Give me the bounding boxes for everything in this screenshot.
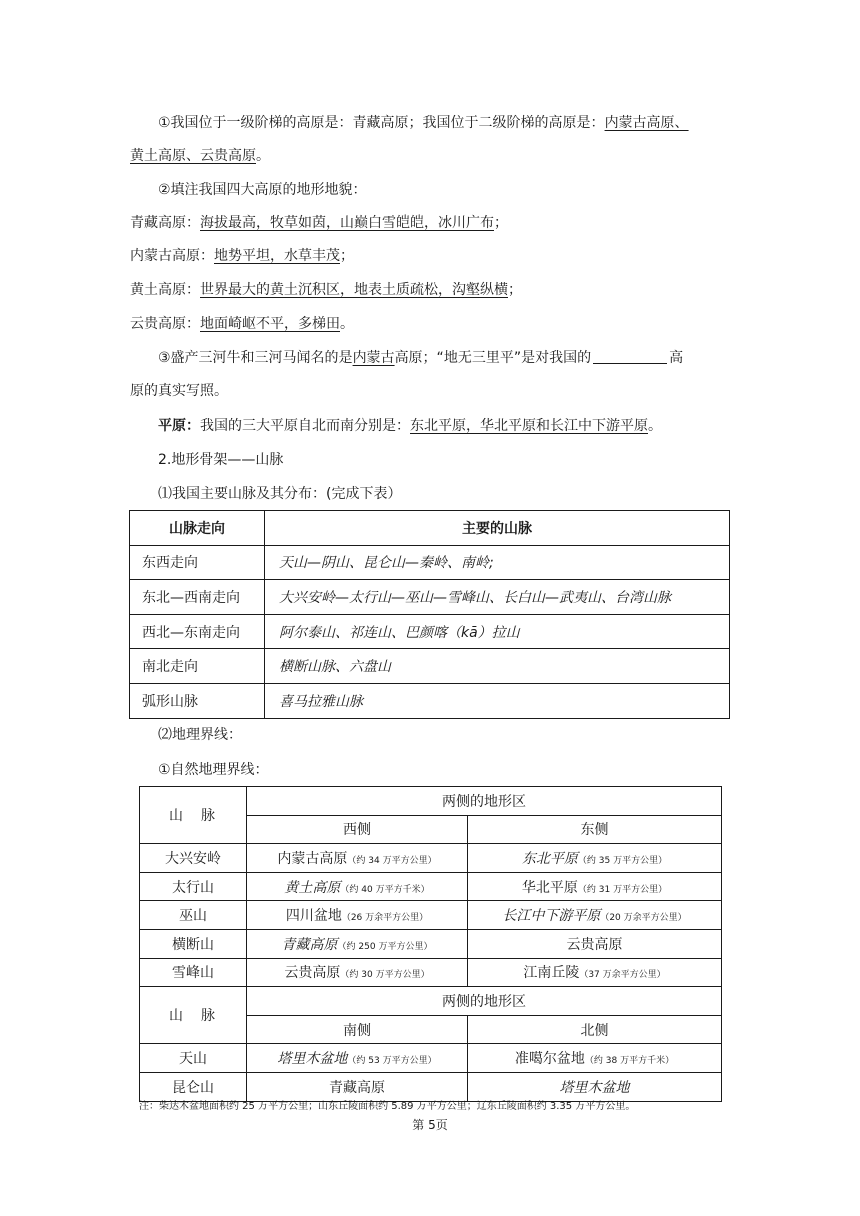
north-cell xyxy=(468,1044,722,1073)
east-cell xyxy=(468,958,722,987)
direction-cell: 东西走向 xyxy=(130,545,265,580)
region-name: 华北平原 xyxy=(521,879,578,896)
area-note: （37 万余平方公里） xyxy=(579,970,666,981)
geographic-boundary-table xyxy=(139,786,722,1102)
west-cell xyxy=(247,844,468,873)
region-name: 云贵高原 xyxy=(284,965,341,982)
region-name: 长江中下游平原 xyxy=(502,908,601,925)
plateau-item xyxy=(130,314,354,334)
west-cell xyxy=(247,872,468,901)
plateau-q2: ②填注我国四大高原的地形地貌： xyxy=(158,182,367,198)
punct: ； xyxy=(340,248,354,264)
plateau-item xyxy=(130,213,508,233)
plateau-q3-text: ③盛产三河牛和三河马闻名的是 xyxy=(158,350,353,366)
table-row xyxy=(140,901,722,930)
mountain-cell: 巫山 xyxy=(140,901,247,930)
east-cell xyxy=(468,872,722,901)
table-header-row xyxy=(130,511,730,546)
region-name: 青藏高原 xyxy=(329,1079,385,1096)
footnote: 注：柴达木盆地面积约 25 万平方公里；山东丘陵面积约 5.89 万平方公里；辽东丘陵面积约 3.35 万平方公里。 xyxy=(139,1101,636,1112)
region-name: 青藏高原 xyxy=(281,936,338,953)
section-2-sub3: ①自然地理界线： xyxy=(158,762,269,778)
direction-cell: 西北—东南走向 xyxy=(130,614,265,649)
table-row xyxy=(130,649,730,684)
direction-cell: 东北—西南走向 xyxy=(130,580,265,615)
plateau-q1-answer-1: 内蒙古高原、 xyxy=(604,115,689,131)
table-row xyxy=(140,844,722,873)
plateau-q1-answer-2: 黄土高原、云贵高原 xyxy=(130,148,256,164)
plateau-q3-line1 xyxy=(158,348,683,368)
section-2-sub2: ⑵地理界线： xyxy=(158,727,242,743)
west-cell xyxy=(247,958,468,987)
region-name: 东北平原 xyxy=(521,850,578,867)
plateau-q3-text-b: 高原；“地无三里平”是对我国的 xyxy=(394,350,592,366)
section-2-title: 2.地形骨架——山脉 xyxy=(158,452,284,468)
area-note: （约 30 万平方公里） xyxy=(340,970,430,981)
page-number: 第 5页 xyxy=(412,1118,448,1132)
west-cell xyxy=(247,901,468,930)
area-note: （约 250 万平方公里） xyxy=(337,941,433,952)
area-note: （20 万余平方公里） xyxy=(600,913,687,924)
region-name: 塔里木盆地 xyxy=(277,1051,348,1068)
mountains-cell: 阿尔泰山、祁连山、巴颜喀（kā）拉山 xyxy=(265,614,730,649)
section-2-sub1: ⑴我国主要山脉及其分布：(完成下表） xyxy=(158,486,402,502)
plateau-q3-text-c: 高 xyxy=(669,350,684,366)
mountains-cell: 大兴安岭—太行山—巫山—雪峰山、长白山—武夷山、台湾山脉 xyxy=(265,580,730,615)
region-name: 江南丘陵 xyxy=(523,965,580,982)
south-cell xyxy=(247,1044,468,1073)
plateau-name: 青藏高原： xyxy=(130,215,200,231)
side-header: 两侧的地形区 xyxy=(247,987,722,1016)
area-note: （约 35 万平方公里） xyxy=(577,855,668,866)
punct: ； xyxy=(508,282,522,298)
direction-cell: 弧形山脉 xyxy=(130,683,265,718)
mountains-cell: 横断山脉、六盘山 xyxy=(265,649,730,684)
table-header: 主要的山脉 xyxy=(265,511,730,546)
east-cell xyxy=(468,844,722,873)
mountains-cell: 喜马拉雅山脉 xyxy=(265,683,730,718)
table-row xyxy=(140,1044,722,1073)
punct: 。 xyxy=(648,418,662,434)
region-name: 云贵高原 xyxy=(566,936,623,953)
mountain-cell: 大兴安岭 xyxy=(140,844,247,873)
east-cell xyxy=(468,901,722,930)
table-header: 山脉走向 xyxy=(130,511,265,546)
west-cell xyxy=(247,929,468,958)
table-row xyxy=(130,580,730,615)
mountain-cell: 太行山 xyxy=(140,872,247,901)
direction-cell: 南北走向 xyxy=(130,649,265,684)
punct: 。 xyxy=(256,148,270,164)
mountain-header: 山 脉 xyxy=(140,987,247,1044)
area-note: （26 万余平方公里） xyxy=(341,913,429,924)
table-row xyxy=(130,614,730,649)
table-row xyxy=(130,683,730,718)
plateau-item xyxy=(130,280,522,300)
table-row xyxy=(140,958,722,987)
east-header: 东侧 xyxy=(468,815,722,844)
plain-text: 我国的三大平原自北而南分别是： xyxy=(200,418,410,434)
punct: 。 xyxy=(340,316,354,332)
table-row xyxy=(130,545,730,580)
plain-label: 平原： xyxy=(158,418,200,434)
plateau-desc: 地面崎岖不平，多梯田 xyxy=(200,316,340,332)
north-header: 北侧 xyxy=(468,1015,722,1044)
mountain-direction-table xyxy=(129,510,730,719)
west-header: 西侧 xyxy=(247,815,468,844)
table-row xyxy=(140,987,722,1016)
plateau-name: 云贵高原： xyxy=(130,316,200,332)
fill-blank[interactable] xyxy=(593,349,667,364)
area-note: （约 38 万平方千米） xyxy=(584,1056,675,1067)
plateau-desc: 世界最大的黄土沉积区，地表土质疏松，沟壑纵横 xyxy=(200,282,508,298)
plateau-q3-answer: 内蒙古 xyxy=(352,350,395,366)
table-row xyxy=(140,929,722,958)
region-name: 塔里木盆地 xyxy=(559,1079,630,1096)
south-header: 南侧 xyxy=(247,1015,468,1044)
plateau-name: 黄土高原： xyxy=(130,282,200,298)
plain-answer: 东北平原，华北平原和长江中下游平原 xyxy=(410,418,648,434)
mountain-cell: 昆仑山 xyxy=(140,1072,247,1101)
table-row xyxy=(140,872,722,901)
plateau-q3-line2: 原的真实写照。 xyxy=(130,383,228,399)
region-name: 四川盆地 xyxy=(285,908,342,925)
plateau-q1-line1 xyxy=(158,113,689,133)
area-note: （约 40 万平方千米） xyxy=(340,884,430,895)
plateau-item xyxy=(130,246,354,266)
region-name: 内蒙古高原 xyxy=(277,850,348,867)
plain-line xyxy=(158,416,662,436)
mountain-header: 山 脉 xyxy=(140,787,247,844)
plateau-desc: 海拔最高，牧草如茵，山巅白雪皑皑，冰川广布 xyxy=(200,215,494,231)
mountains-cell: 天山—阴山、昆仑山—秦岭、南岭; xyxy=(265,545,730,580)
region-name: 准噶尔盆地 xyxy=(514,1051,585,1068)
region-name: 黄土高原 xyxy=(284,879,341,896)
table-row xyxy=(140,787,722,816)
mountain-cell: 雪峰山 xyxy=(140,958,247,987)
plateau-q1-line2 xyxy=(130,146,270,166)
mountain-cell: 天山 xyxy=(140,1044,247,1073)
punct: ； xyxy=(494,215,508,231)
plateau-q1-text: ①我国位于一级阶梯的高原是：青藏高原；我国位于二级阶梯的高原是： xyxy=(158,115,605,131)
plateau-desc: 地势平坦，水草丰茂 xyxy=(214,248,340,264)
plateau-name: 内蒙古高原： xyxy=(130,248,214,264)
area-note: （约 53 万平方公里） xyxy=(347,1056,437,1067)
east-cell xyxy=(468,929,722,958)
side-header: 两侧的地形区 xyxy=(247,787,722,816)
mountain-cell: 横断山 xyxy=(140,929,247,958)
area-note: （约 31 万平方公里） xyxy=(577,884,668,895)
area-note: （约 34 万平方公里） xyxy=(347,855,437,866)
